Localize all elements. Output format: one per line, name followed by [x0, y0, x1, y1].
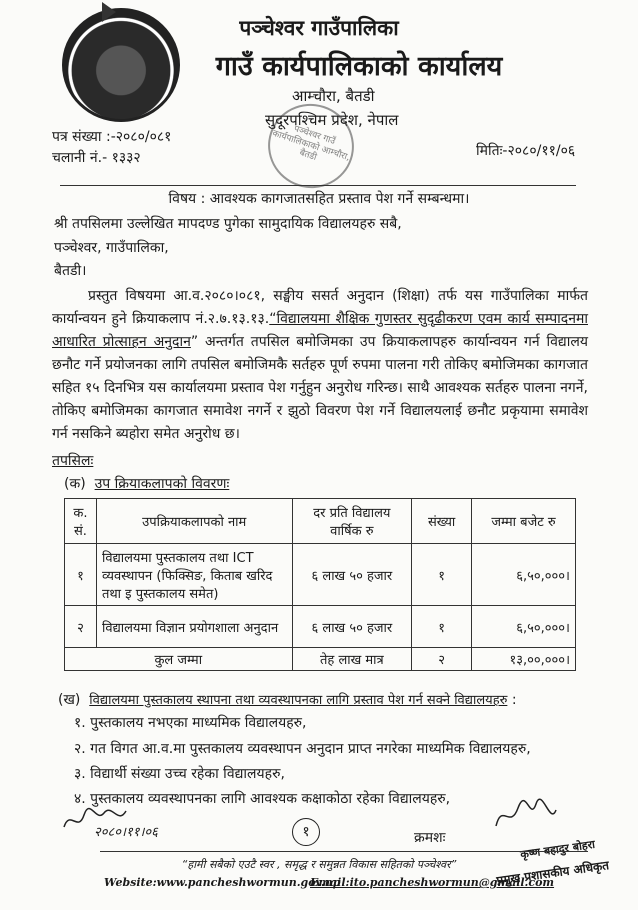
table-cell: ६ लाख ५० हजार	[292, 544, 412, 606]
total-count: २	[412, 648, 472, 671]
addressee-line-1: श्री तपसिलमा उल्लेखित मापदण्ड पुगेका सामुदायिक विद्यालयहरु सबै,	[54, 216, 402, 232]
table-total-row	[65, 648, 576, 671]
section-ka-heading: (क) उप क्रियाकलापको विवरणः	[64, 476, 230, 492]
table-cell: ६,५०,०००।	[472, 544, 576, 606]
continued-label: क्रमशः	[414, 830, 446, 846]
list-item: ४. पुस्तकालय व्यवस्थापनका लागि आवश्यक कक्षाकोठा रहेका विद्यालयहरु,	[74, 791, 451, 807]
addressee-line-2: पञ्चेश्वर, गाउँपालिका,	[54, 240, 169, 256]
table-header-cell: उपक्रियाकलापको नाम	[96, 499, 292, 544]
website-text: Website:www.pancheshwormun.gov.np	[104, 876, 341, 889]
list-item: ३. विद्यार्थी संख्या उच्च रहेका विद्यालयहरु,	[74, 766, 285, 782]
left-signature-date: २०८०।११।०६	[94, 825, 158, 840]
program-name-underlined: “विद्यालयमा शैक्षिक गुणस्तर सुदृढीकरण एवम कार्य सम्पादनमा आधारित प्रोत्साहन अनुदान	[52, 311, 588, 350]
office-location: आम्चौरा, बैतडी	[292, 87, 375, 105]
table-cell: ६,५०,०००।	[472, 606, 576, 648]
list-item: २. गत विगत आ.व.मा पुस्तकालय व्यवस्थापन अनुदान प्राप्त नगरेका माध्यमिक विद्यालयहरु,	[74, 741, 531, 757]
table-row	[65, 606, 576, 648]
total-amount: १३,००,०००।	[472, 648, 576, 671]
email-text: Email:ito.pancheshwormun@gmail.com	[310, 876, 555, 889]
dispatch-number: चलानी नं.- १३३२	[52, 150, 141, 166]
table-cell: १	[65, 544, 97, 606]
office-name: गाउँ कार्यपालिकाको कार्यालय	[215, 51, 503, 82]
list-item: १. पुस्तकालय नभएका माध्यमिक विद्यालयहरु,	[74, 715, 307, 731]
office-stamp: पञ्चेश्वर गाउँ कार्यपालिकाको आम्चौरा, बैतडी	[257, 93, 365, 199]
footer-divider	[100, 851, 588, 852]
table-cell: ६ लाख ५० हजार	[292, 606, 412, 648]
total-in-words: तेह लाख मात्र	[292, 648, 412, 671]
table-header-row	[65, 499, 576, 544]
reference-number: पत्र संख्या :-२०८०/०८१	[52, 129, 172, 145]
table-header-cell: दर प्रति विद्यालय वार्षिक रु	[292, 499, 412, 544]
table-cell: १	[412, 544, 472, 606]
letter-date: मितिः-२०८०/११/०६	[476, 143, 576, 159]
total-label: कुल जम्मा	[65, 648, 293, 671]
table-cell: विद्यालयमा पुस्तकालय तथा ICT व्यवस्थापन (फिक्सिङ, किताब खरिद तथा इ पुस्तकालय समेत)	[96, 544, 292, 606]
body-paragraph: प्रस्तुत विषयमा आ.व.२०८०।०८१, सङ्घीय ससर्त अनुदान (शिक्षा) तर्फ यस गाउँपालिका मार्फत कार्यान्वयन हुने क्रियाकलाप नं.२.७.१३.१३.“विद्यालयमा शैक्षिक गुणस्तर सुदृढीकरण एवम कार्य सम्पादनमा आधारित प्रोत्साहन अनुदान” अन्तर्गत तपसिल बमोजिमका उप क्रियाकलापहरु कार्यान्वयन गर्न विद्यालय छनौट गर्ने प्रयोजनका लागि तपसिल बमोजिमकै सर्तहरु पूर्ण रुपमा पालना गरी तोकिए बमोजिमका कागजात सहित १५ दिनभित्र यस कार्यालयमा प्रस्ताव पेश गर्नुहुन अनुरोध गरिन्छ। साथै आवश्यक सर्तहरु पालना नगर्ने, तोकिए बमोजिमका कागजात समावेश नगर्ने र झुठो विवरण पेश गर्ने विद्यालयलाई छनौट प्रकृयामा समावेश गर्न नसकिने ब्यहोरा समेत अनुरोध छ।	[52, 288, 588, 442]
officer-title: प्रमुख प्रशासकीय अधिकृत	[495, 858, 610, 888]
table-row	[65, 544, 576, 606]
table-cell: २	[65, 606, 97, 648]
activity-budget-table	[64, 498, 576, 671]
addressee-line-3: बैतडी।	[54, 263, 87, 279]
officer-name: कृष्ण बहादुर बोहरा	[519, 837, 596, 862]
section-kha-heading: (ख) विद्यालयमा पुस्तकालय स्थापना तथा व्यवस्थापनका लागि प्रस्ताव पेश गर्न सक्ने विद्यालयहरु :	[58, 692, 517, 708]
municipality-name: पञ्चेश्वर गाउँपालिका	[239, 16, 399, 40]
office-province: सुदूरपश्चिम प्रदेश, नेपाल	[265, 111, 399, 129]
officer-signature	[490, 796, 560, 836]
table-cell: विद्यालयमा विज्ञान प्रयोगशाला अनुदान	[96, 606, 292, 648]
page-number: १	[292, 818, 320, 846]
footer-slogan: “हामी सबैको एउटै स्वर , समृद्ध र समुन्नत विकास सहितको पञ्चेश्वर”	[181, 858, 457, 871]
tapasil-heading: तपसिलः	[52, 453, 94, 469]
header-divider	[60, 185, 576, 186]
letter-subject: विषय : आवश्यक कागजातसहित प्रस्ताव पेश गर्ने सम्बन्धमा।	[168, 191, 470, 207]
table-header-cell: क. सं.	[65, 499, 97, 544]
table-header-cell: जम्मा बजेट रु	[472, 499, 576, 544]
table-cell: १	[412, 606, 472, 648]
table-header-cell: संख्या	[412, 499, 472, 544]
